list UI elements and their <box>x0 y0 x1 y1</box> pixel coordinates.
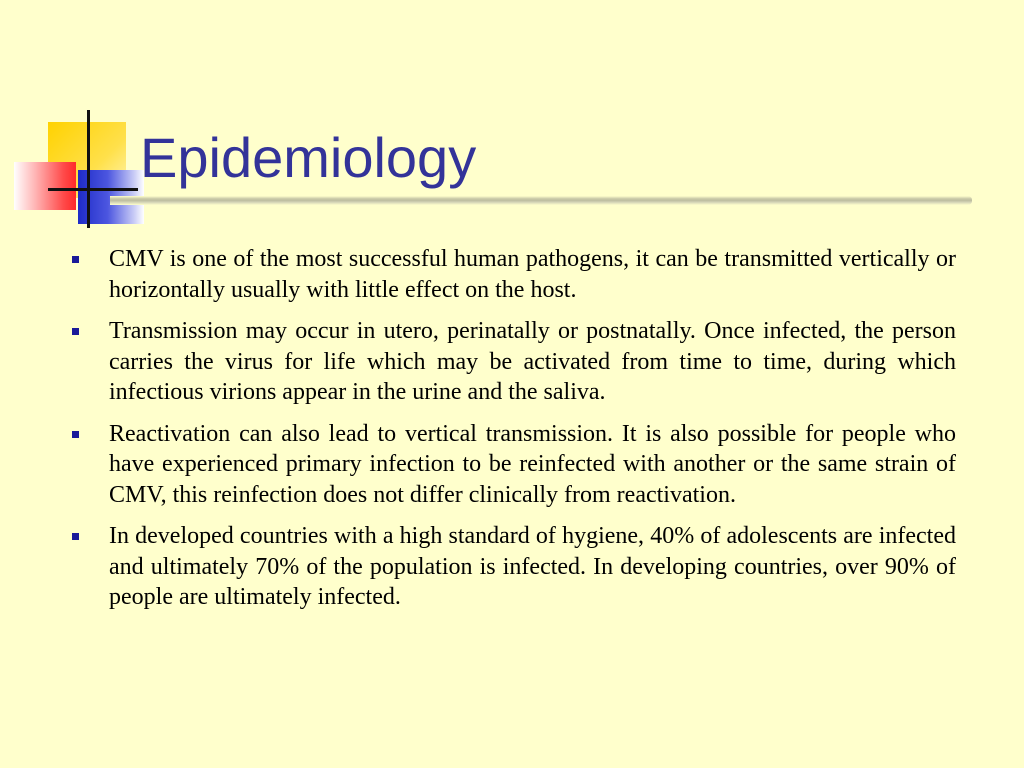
slide-title: Epidemiology <box>140 126 477 189</box>
red-square-decoration <box>14 162 76 210</box>
bullet-item <box>72 419 956 511</box>
square-bullet-icon <box>72 533 79 540</box>
bullet-item <box>72 316 956 408</box>
horizontal-line-decoration <box>48 188 138 191</box>
bullet-item <box>72 521 956 613</box>
bullet-text: In developed countries with a high standard of hygiene, 40% of adolescents are infected and ultimately 70% of the population is infected. In developing countries, over 90% of people are ultimately infected. <box>109 523 956 610</box>
bullet-text: Transmission may occur in utero, perinatally or postnatally. Once infected, the person carries the virus for life which may be activated from time to time, during which infectious virions appear in the urine and the saliva. <box>109 318 956 405</box>
square-bullet-icon <box>72 328 79 335</box>
bullet-text: Reactivation can also lead to vertical transmission. It is also possible for people who have experienced primary infection to be reinfected with another or the same strain of CMV, this reinfection does not differ clinically from reactivation. <box>109 420 956 508</box>
square-bullet-icon <box>72 431 79 438</box>
vertical-line-decoration <box>87 110 90 228</box>
bullet-list <box>72 244 956 624</box>
bullet-text: CMV is one of the most successful human pathogens, it can be transmitted vertically or horizontally usually with little effect on the host. <box>109 246 956 303</box>
bullet-item <box>72 244 956 305</box>
square-bullet-icon <box>72 256 79 263</box>
title-underline-rule <box>110 196 972 205</box>
